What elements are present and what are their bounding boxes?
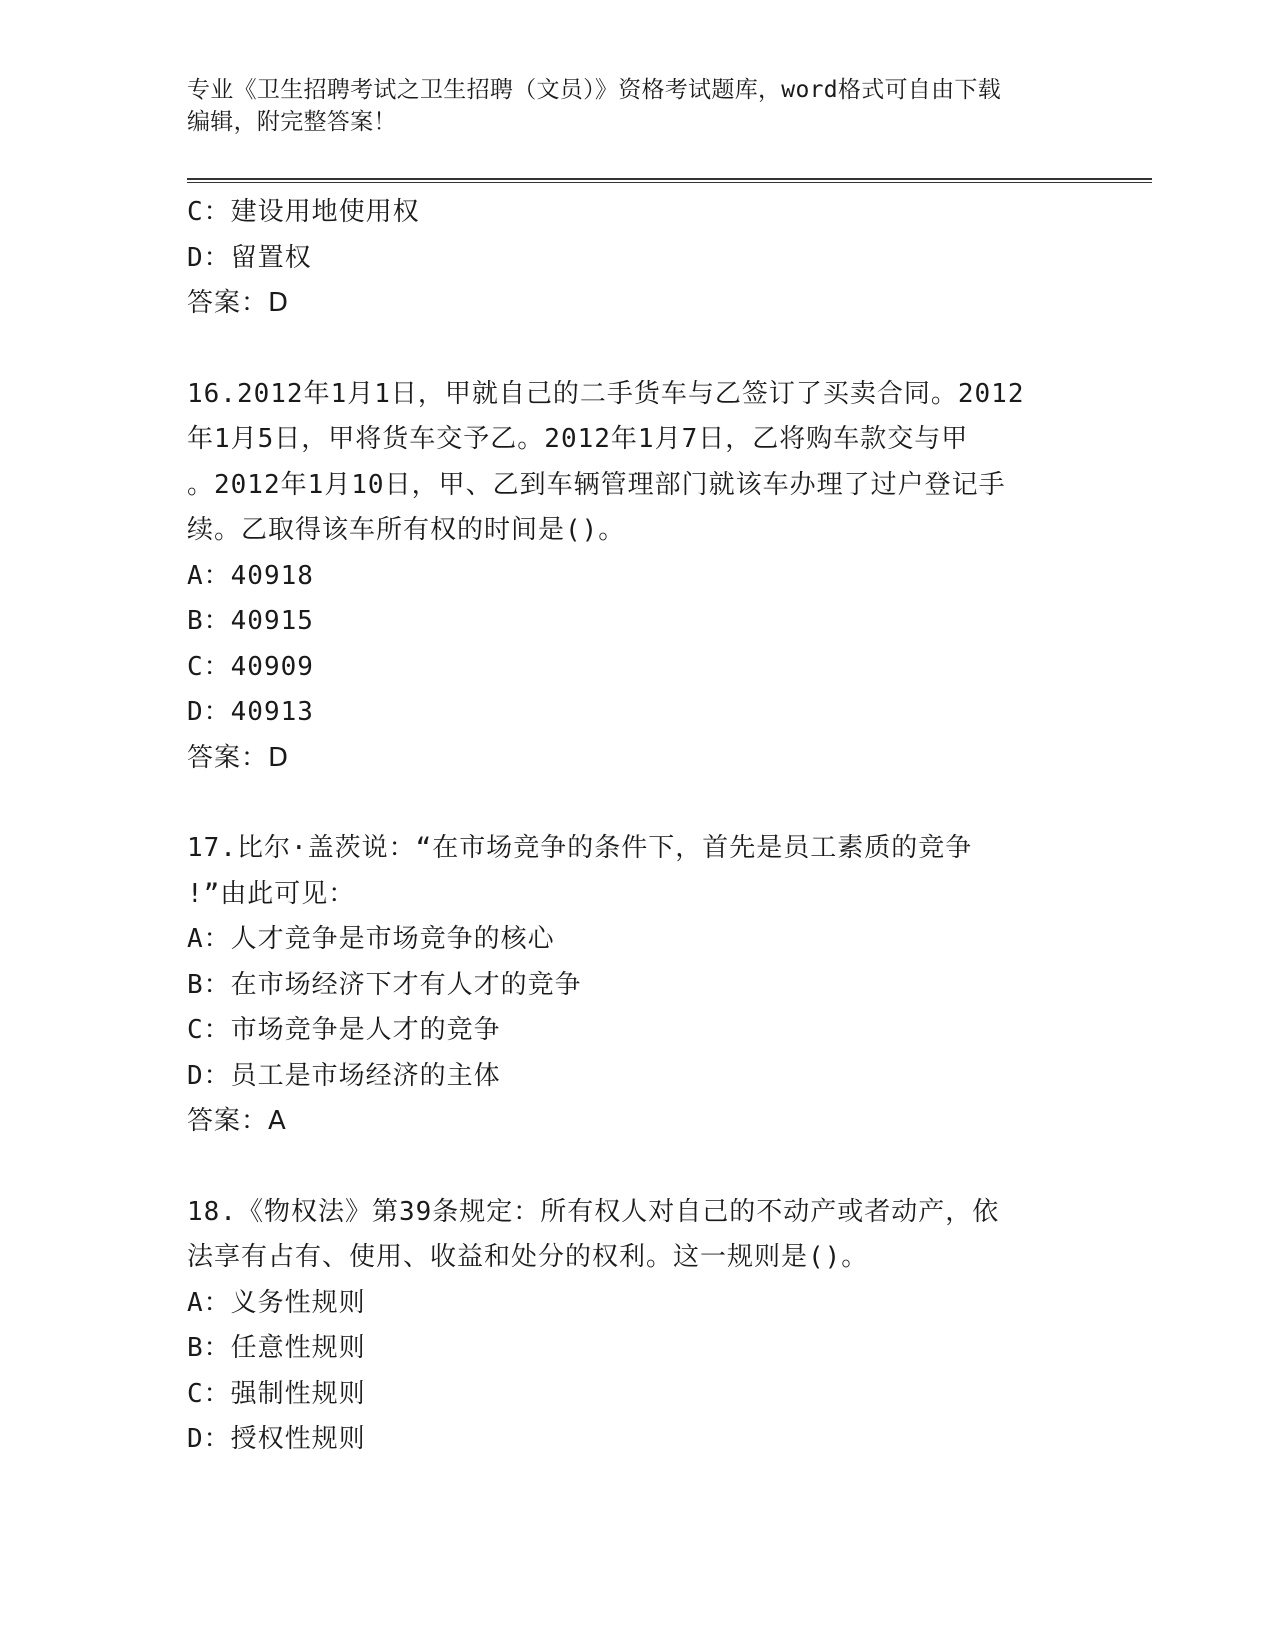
question-line: A：义务性规则 [187,1287,366,1318]
header-divider [187,178,1152,183]
question-line: D：授权性规则 [187,1424,366,1454]
question-block [187,190,1152,327]
question-line: A：40918 [187,560,314,591]
answer-line: 答案：D [187,288,290,318]
block-spacer [187,327,1152,372]
block-spacer [187,781,1152,826]
question-block [187,826,1152,1145]
page-header [187,74,1067,138]
question-line: 年1月5日，甲将货车交予乙。2012年1月7日，乙将购车款交与甲 [187,424,969,454]
question-line: D：40913 [187,697,314,727]
question-line: A：人才竞争是市场竞争的核心 [187,924,555,954]
question-line: 17.比尔·盖茨说：“在市场竞争的条件下，首先是员工素质的竞争 [187,833,973,863]
question-line: D：员工是市场经济的主体 [187,1060,501,1091]
header-line-1: 专业《卫生招聘考试之卫生招聘（文员）》资格考试题库，word格式可自由下载 [187,77,1001,103]
question-line: C：市场竞争是人才的竞争 [187,1015,501,1045]
question-block [187,1190,1152,1463]
question-line: 。2012年1月10日，甲、乙到车辆管理部门就该车办理了过户登记手 [187,469,1006,500]
answer-line: 答案：D [187,742,290,773]
question-block [187,372,1152,782]
question-line: !”由此可见： [187,878,356,909]
question-line: 18.《物权法》第39条规定：所有权人对自己的不动产或者动产，依 [187,1196,1000,1227]
question-line: D：留置权 [187,242,312,273]
question-line: B：40915 [187,606,314,636]
question-line: 法享有占有、使用、收益和处分的权利。这一规则是()。 [187,1242,869,1272]
block-spacer [187,1145,1152,1190]
question-line: 续。乙取得该车所有权的时间是()。 [187,515,626,545]
question-list [187,190,1152,1463]
question-line: C：强制性规则 [187,1378,366,1409]
question-line: C：建设用地使用权 [187,197,420,227]
question-line: B：任意性规则 [187,1333,366,1363]
header-line-2: 编辑，附完整答案！ [187,109,397,135]
question-line: 16.2012年1月1日，甲就自己的二手货车与乙签订了买卖合同。2012 [187,378,1025,409]
answer-line: 答案：A [187,1106,287,1136]
question-line: C：40909 [187,651,314,682]
question-line: B：在市场经济下才有人才的竞争 [187,969,582,1000]
